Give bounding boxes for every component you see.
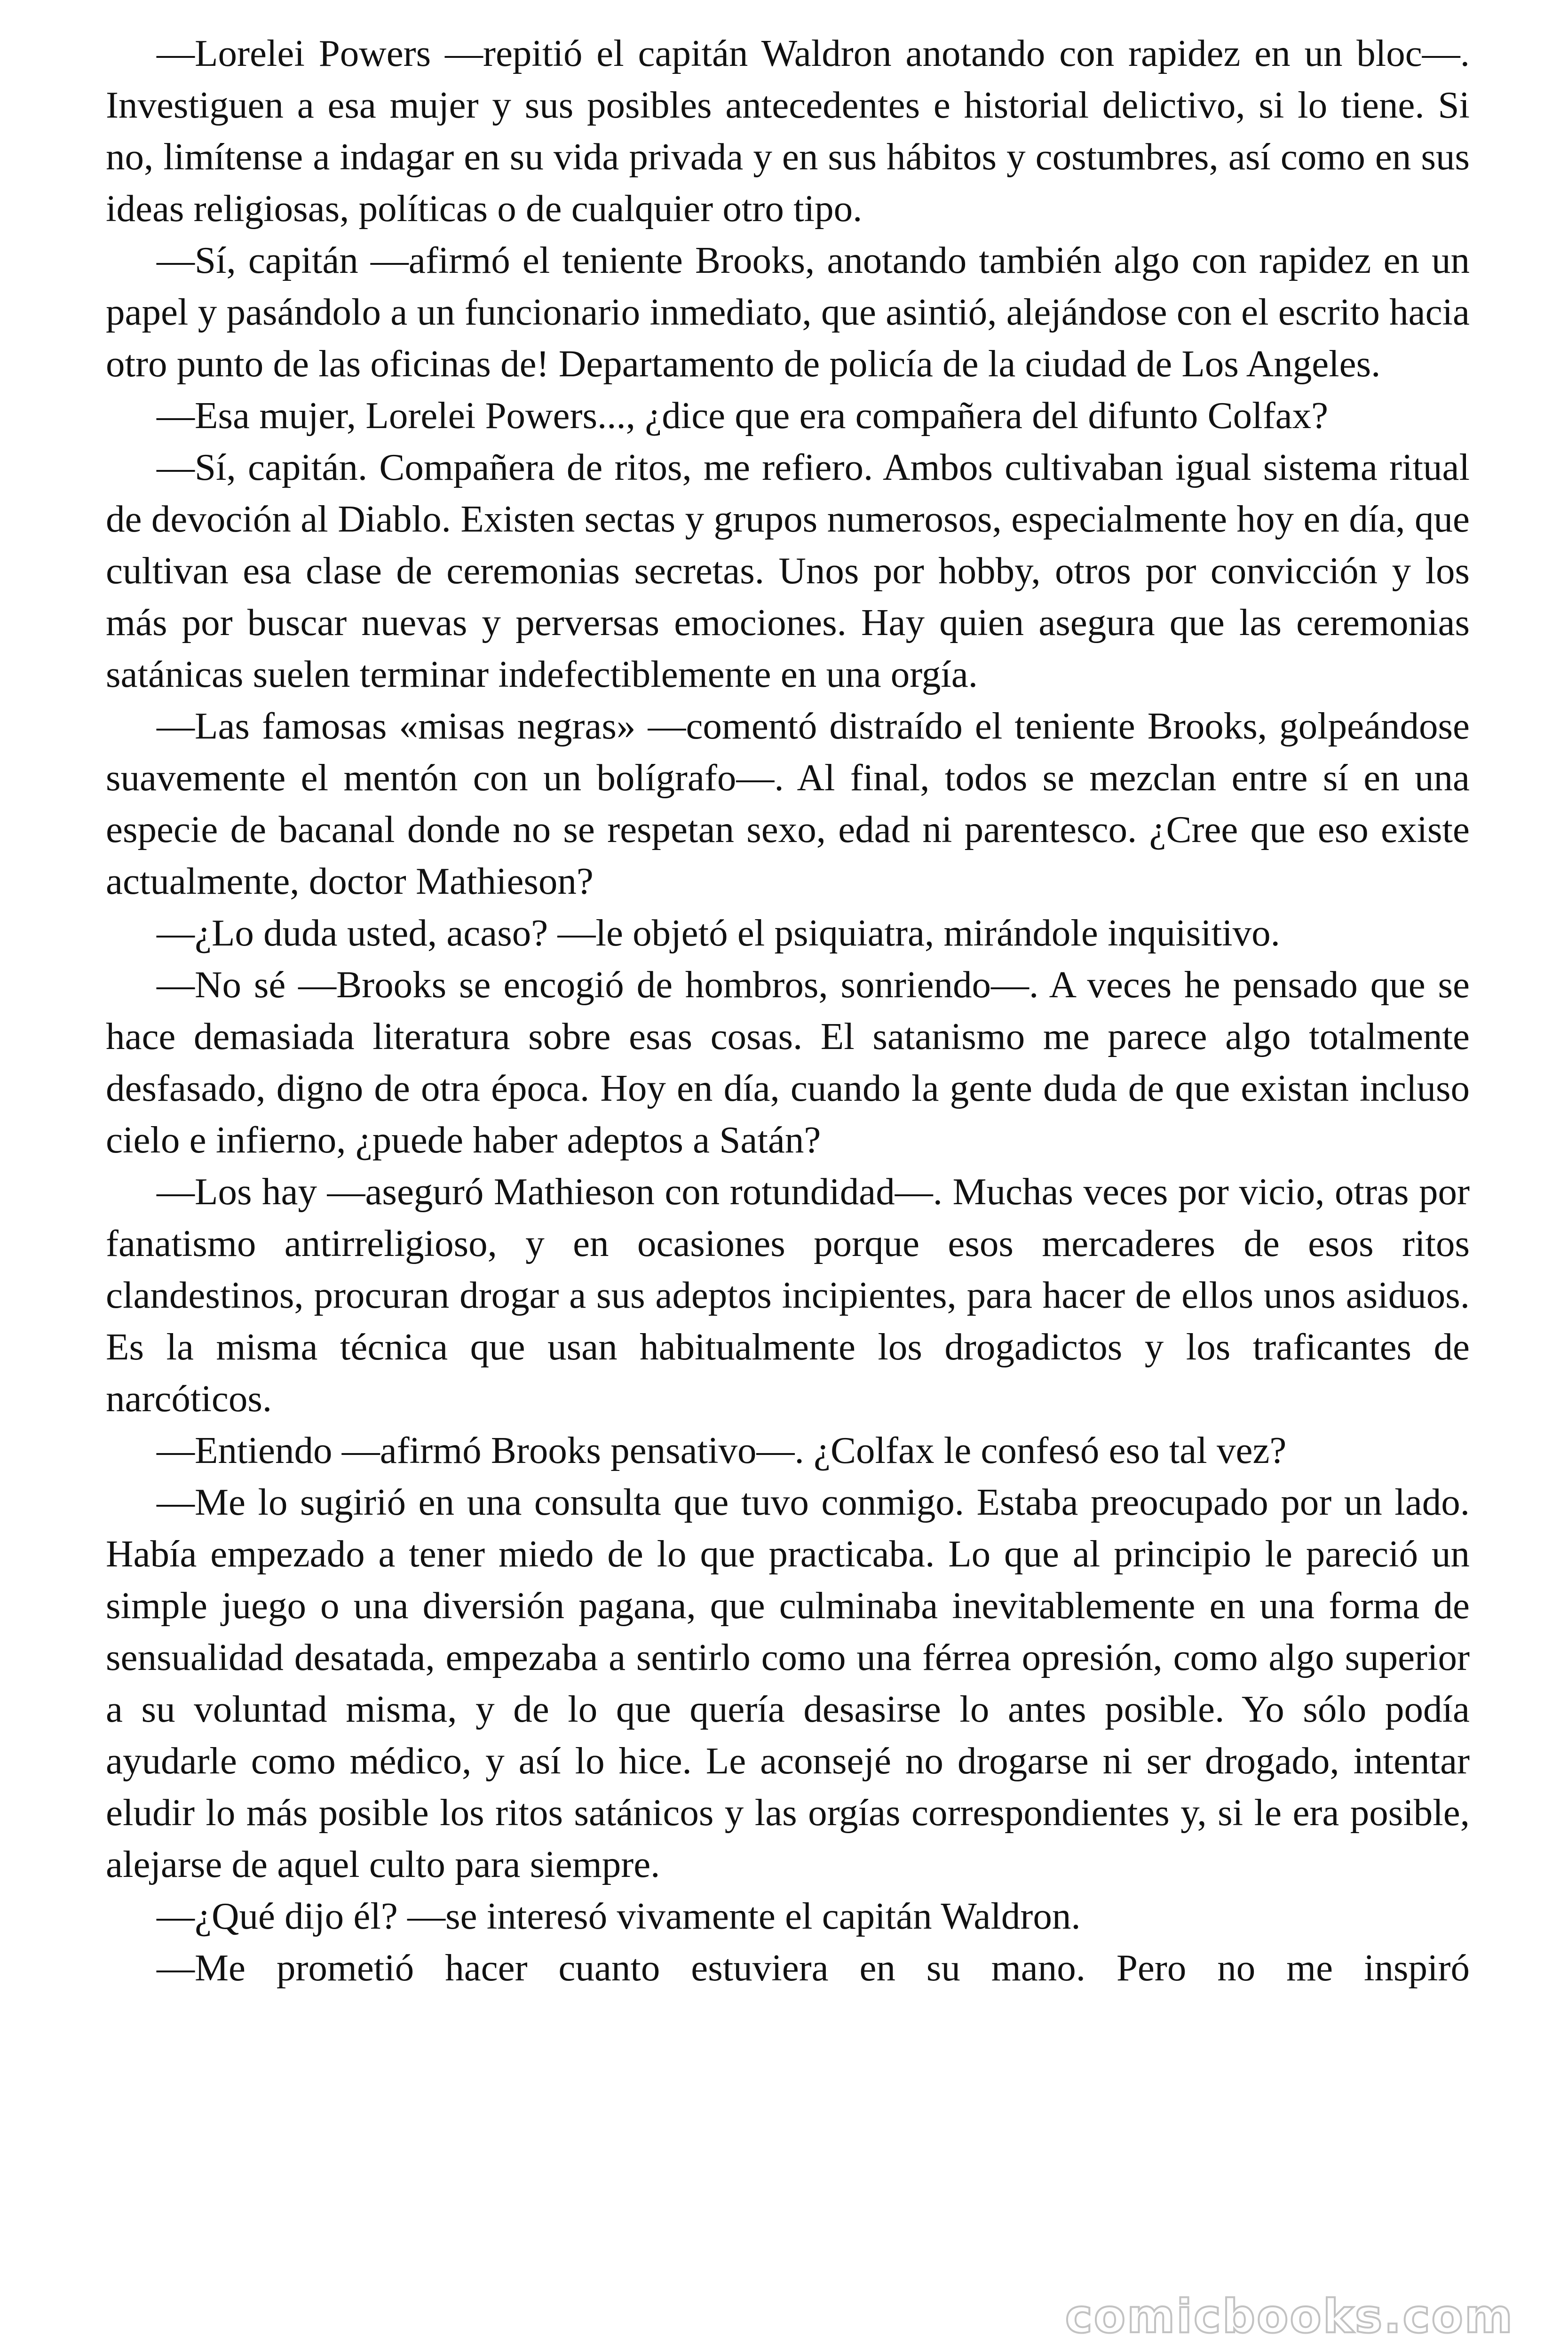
book-page-text: [106, 27, 1470, 1994]
paragraph: —Los hay —aseguró Mathieson con rotundidad—. Muchas veces por vicio, otras por fanatismo antirreligioso, y en ocasiones porque esos mercaderes de esos ritos clandestinos, procuran drogar a sus adeptos incipientes, para hacer de ellos unos asiduos. Es la misma técnica que usan habitualmente los drogadictos y los traficantes de narcóticos.: [106, 1170, 1470, 1420]
paragraph: —¿Qué dijo él? —se interesó vivamente el capitán Waldron.: [157, 1895, 1081, 1937]
paragraph: —No sé —Brooks se encogió de hombros, sonriendo—. A veces he pensado que se hace demasiada literatura sobre esas cosas. El satanismo me parece algo totalmente desfasado, digno de otra época. Hoy en día, cuando la gente duda de que existan incluso cielo e infierno, ¿puede haber adeptos a Satán?: [106, 963, 1470, 1161]
paragraph: —Esa mujer, Lorelei Powers..., ¿dice que era compañera del difunto Colfax?: [157, 394, 1329, 437]
paragraph: —Sí, capitán —afirmó el teniente Brooks, anotando también algo con rapidez en un papel y pasándolo a un funcionario inmediato, que asintió, alejándose con el escrito hacia otro punto de las oficinas de! Departamento de policía de la ciudad de Los Angeles.: [106, 239, 1470, 385]
paragraph: —Las famosas «misas negras» —comentó distraído el teniente Brooks, golpeándose suavemente el mentón con un bolígrafo—. Al final, todos se mezclan entre sí en una especie de bacanal donde no se respetan sexo, edad ni parentesco. ¿Cree que eso existe actualmente, doctor Mathieson?: [106, 705, 1470, 902]
paragraph: —Lorelei Powers —repitió el capitán Waldron anotando con rapidez en un bloc—. Investiguen a esa mujer y sus posibles antecedentes e historial delictivo, si lo tiene. Si no, limítense a indagar en su vida privada y en sus hábitos y costumbres, así como en sus ideas religiosas, políticas o de cualquier otro tipo.: [106, 32, 1470, 230]
paragraph: —Sí, capitán. Compañera de ritos, me refiero. Ambos cultivaban igual sistema ritual de devoción al Diablo. Existen sectas y grupos numerosos, especialmente hoy en día, que cultivan esa clase de ceremonias secretas. Unos por hobby, otros por convicción y los más por buscar nuevas y perversas emociones. Hay quien asegura que las ceremonias satánicas suelen terminar indefectiblemente en una orgía.: [106, 446, 1470, 695]
paragraph: —Entiendo —afirmó Brooks pensativo—. ¿Colfax le confesó eso tal vez?: [157, 1429, 1287, 1471]
paragraph: —¿Lo duda usted, acaso? —le objetó el psiquiatra, mirándole inquisitivo.: [157, 912, 1280, 954]
paragraph: —Me lo sugirió en una consulta que tuvo conmigo. Estaba preocupado por un lado. Había empezado a tener miedo de lo que practicaba. Lo que al principio le pareció un simple juego o una diversión pagana, que culminaba inevitablemente en una forma de sensualidad desatada, empezaba a sentirlo como una férrea opresión, como algo superior a su voluntad misma, y de lo que quería desasirse lo antes posible. Yo sólo podía ayudarle como médico, y así lo hice. Le aconsejé no drogarse ni ser drogado, intentar eludir lo más posible los ritos satánicos y las orgías correspondientes y, si le era posible, alejarse de aquel culto para siempre.: [106, 1481, 1470, 1885]
watermark: comicbooks.com: [1065, 2290, 1514, 2344]
paragraph-last-line: —Me prometió hacer cuanto estuviera en su mano. Pero no me inspiró: [157, 1947, 1470, 1989]
